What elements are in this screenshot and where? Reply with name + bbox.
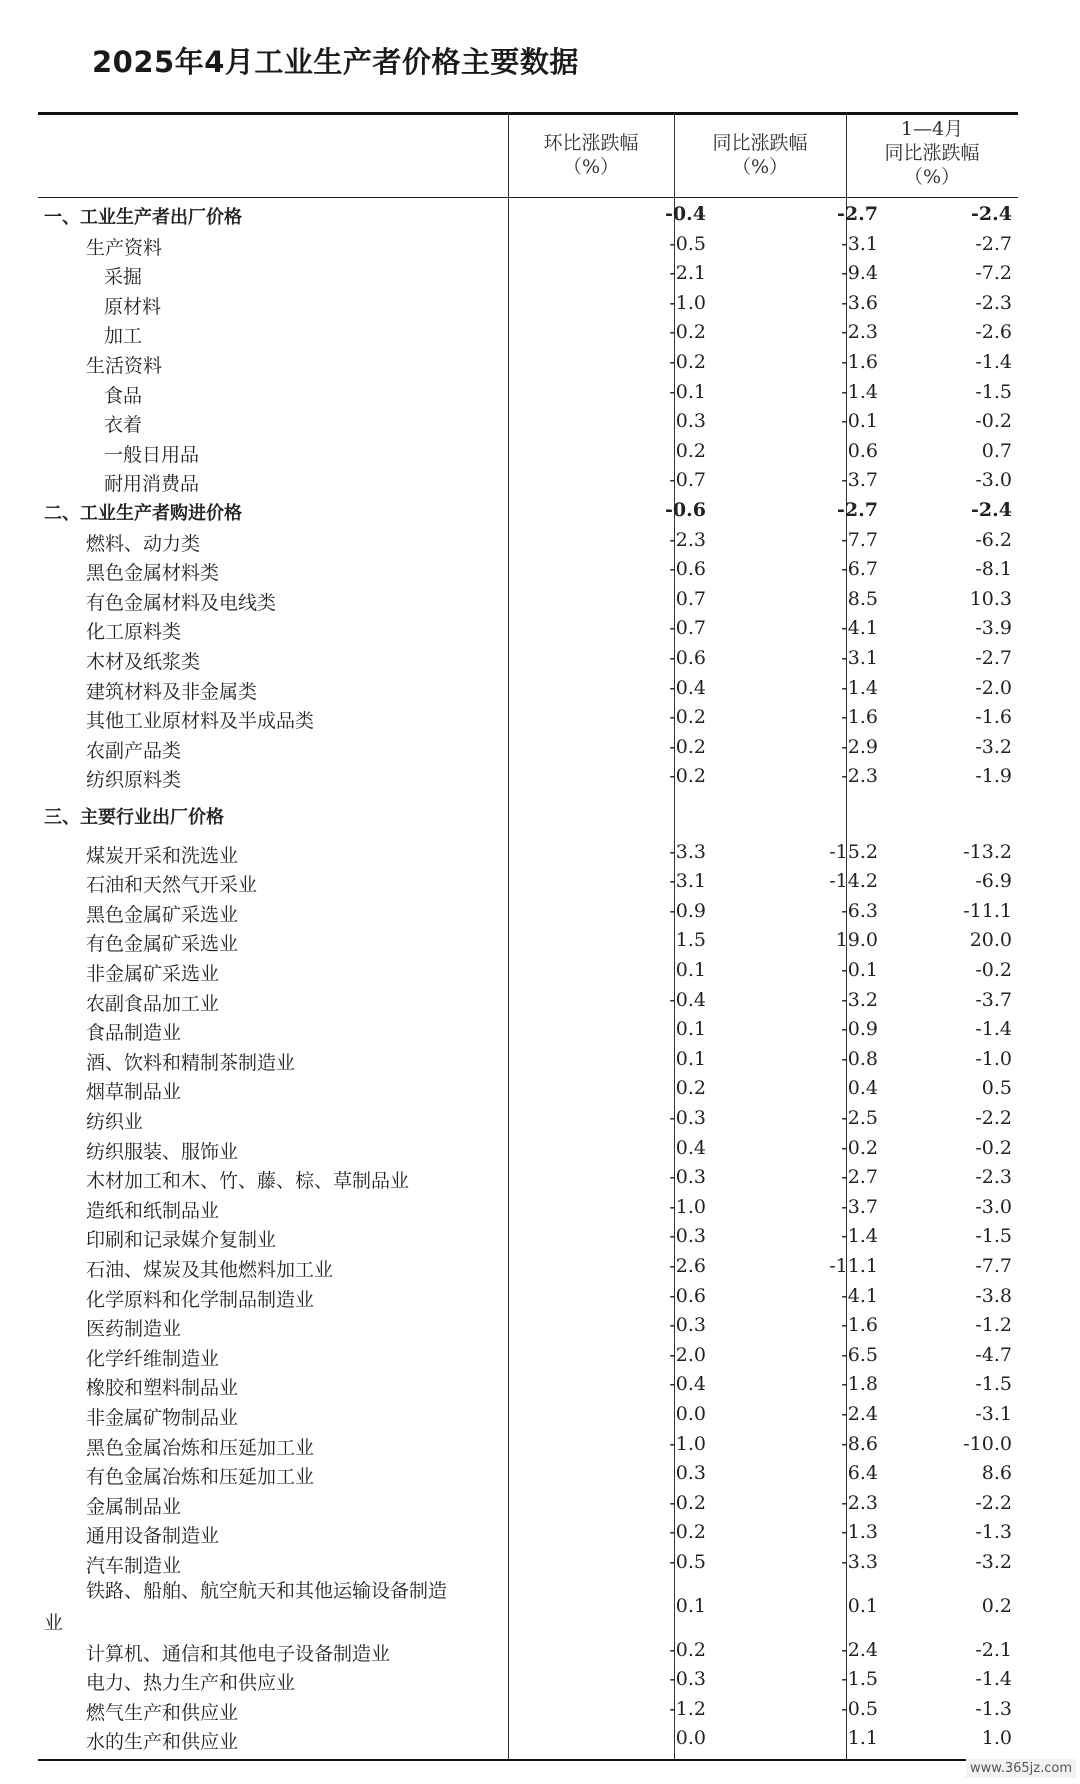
row-label-continued: 业: [44, 1611, 64, 1634]
table-row: [38, 585, 1018, 615]
row-value-mom: -2.3: [669, 528, 706, 551]
row-value-ytd: -1.5: [975, 380, 1012, 403]
row-label: 衣着: [104, 414, 143, 437]
row-value-yoy: -8.6: [841, 1432, 878, 1455]
row-value-yoy: -1.4: [841, 676, 878, 699]
row-value-yoy: -3.1: [841, 232, 878, 255]
row-value-yoy: -9.4: [841, 262, 878, 285]
row-value-yoy: -0.8: [841, 1047, 878, 1070]
row-value-mom: -0.9: [669, 899, 706, 922]
row-label: 有色金属冶炼和压延加工业: [86, 1466, 315, 1489]
header-ytd-line1: 1—4月: [900, 118, 964, 140]
row-label: 生产资料: [86, 236, 163, 259]
row-label: 有色金属材料及电线类: [86, 591, 277, 614]
row-value-yoy: -14.2: [829, 870, 878, 893]
table-row: [38, 1370, 1018, 1400]
row-value-mom: 0.1: [675, 959, 706, 981]
row-label: 原材料: [104, 295, 162, 318]
table-row: [38, 1459, 1018, 1489]
row-value-yoy: -2.4: [841, 1403, 878, 1425]
table-row: [38, 926, 1018, 956]
row-value-mom: -0.7: [669, 617, 706, 640]
row-value-ytd: -3.8: [975, 1284, 1012, 1307]
row-value-mom: -1.0: [669, 1195, 706, 1218]
table-row: [38, 407, 1018, 437]
row-value-ytd: -0.2: [975, 410, 1012, 433]
row-value-ytd: 0.2: [981, 1594, 1012, 1617]
row-value-yoy: -0.9: [841, 1018, 878, 1041]
row-value-mom: -0.6: [669, 647, 706, 669]
row-label: 燃气生产和供应业: [86, 1701, 239, 1724]
row-value-mom: 0.0: [675, 1403, 706, 1425]
table-row: [38, 1430, 1018, 1460]
row-value-mom: -0.2: [669, 351, 706, 373]
page-title: 2025年4月工业生产者价格主要数据: [92, 45, 579, 79]
row-value-mom: -0.4: [669, 676, 706, 699]
row-value-ytd: -2.4: [971, 499, 1012, 521]
table-row: [38, 703, 1018, 733]
row-value-mom: -0.2: [669, 1638, 706, 1661]
row-value-ytd: -6.9: [975, 870, 1012, 893]
table-row: [38, 466, 1018, 496]
table-row: [38, 1015, 1018, 1045]
row-value-ytd: -1.2: [975, 1314, 1012, 1337]
row-value-ytd: -3.2: [975, 735, 1012, 758]
table-row: [38, 1045, 1018, 1075]
table-row: [38, 1636, 1018, 1666]
row-value-mom: -0.2: [669, 1491, 706, 1514]
row-value-ytd: -11.1: [963, 899, 1012, 922]
row-label: 石油和天然气开采业: [86, 874, 258, 897]
row-value-yoy: 19.0: [835, 929, 878, 952]
header-ytd-line3: （%）: [903, 166, 961, 188]
table-row: [38, 1311, 1018, 1341]
row-value-mom: 0.7: [675, 587, 706, 610]
table-row: [38, 259, 1018, 289]
row-label: 通用设备制造业: [86, 1525, 220, 1548]
row-value-yoy: -2.7: [837, 203, 878, 225]
row-label: 化学纤维制造业: [86, 1347, 220, 1370]
row-value-ytd: -1.4: [975, 351, 1012, 373]
row-value-ytd: -2.2: [975, 1107, 1012, 1129]
table-header: [38, 115, 1018, 198]
row-label: 耐用消费品: [104, 473, 200, 496]
row-value-mom: -1.0: [669, 1432, 706, 1455]
table-row: [38, 733, 1018, 763]
row-value-yoy: -1.5: [841, 1668, 878, 1691]
row-value-mom: -1.0: [669, 291, 706, 314]
row-value-mom: -0.2: [669, 321, 706, 344]
table-row: [38, 318, 1018, 348]
row-value-mom: -0.4: [669, 1373, 706, 1396]
row-label: 烟草制品业: [86, 1081, 182, 1104]
table-row: [38, 1518, 1018, 1548]
watermark: www.365jz.com: [966, 1759, 1076, 1778]
row-value-mom: -2.1: [669, 262, 706, 285]
row-value-ytd: 0.5: [981, 1077, 1012, 1100]
row-label: 电力、热力生产和供应业: [86, 1672, 296, 1695]
table-row: [38, 1489, 1018, 1519]
row-label: 计算机、通信和其他电子设备制造业: [86, 1642, 391, 1665]
header-mom: [508, 131, 674, 179]
row-value-ytd: -2.3: [975, 291, 1012, 314]
row-value-ytd: -3.0: [975, 469, 1012, 492]
row-value-ytd: 8.6: [981, 1462, 1012, 1485]
row-label: 黑色金属矿采选业: [86, 903, 239, 926]
row-value-yoy: -1.3: [841, 1521, 878, 1544]
table-row: [38, 1193, 1018, 1223]
row-label: 加工: [104, 325, 143, 348]
table-row: [38, 800, 1018, 830]
row-label: 黑色金属冶炼和压延加工业: [86, 1436, 315, 1459]
row-value-ytd: -1.3: [975, 1697, 1012, 1720]
row-value-ytd: -7.7: [975, 1255, 1012, 1277]
row-value-yoy: -3.3: [841, 1551, 878, 1573]
row-value-mom: -0.2: [669, 735, 706, 758]
row-value-mom: 0.1: [675, 1047, 706, 1070]
row-value-ytd: -1.4: [975, 1018, 1012, 1041]
row-value-mom: 0.3: [675, 1462, 706, 1485]
row-value-mom: 0.3: [675, 410, 706, 433]
table-row: [38, 1695, 1018, 1725]
row-value-ytd: -4.7: [975, 1343, 1012, 1366]
table-row: [38, 230, 1018, 260]
row-value-mom: -0.2: [669, 706, 706, 729]
row-value-ytd: -2.7: [975, 232, 1012, 255]
row-value-ytd: -1.5: [975, 1225, 1012, 1248]
row-value-mom: 1.5: [675, 929, 706, 952]
row-value-ytd: -7.2: [975, 262, 1012, 285]
row-value-mom: -3.1: [669, 870, 706, 893]
row-value-yoy: -2.9: [841, 735, 878, 758]
table-row: [38, 1282, 1018, 1312]
row-label: 非金属矿采选业: [86, 963, 220, 985]
row-label: 铁路、船舶、航空航天和其他运输设备制造: [86, 1579, 448, 1602]
row-label: 非金属矿物制品业: [86, 1407, 239, 1429]
header-mom-line2: （%）: [562, 156, 620, 178]
row-value-yoy: -3.7: [841, 469, 878, 492]
row-value-ytd: -1.4: [975, 1668, 1012, 1691]
table-row: [38, 437, 1018, 467]
row-value-yoy: -6.5: [841, 1343, 878, 1366]
row-value-yoy: -0.2: [841, 1136, 878, 1159]
row-value-yoy: -2.7: [841, 1166, 878, 1189]
row-value-yoy: -1.6: [841, 1314, 878, 1337]
row-label: 造纸和纸制品业: [86, 1199, 220, 1222]
row-value-yoy: -3.2: [841, 988, 878, 1011]
table-row: [38, 1724, 1018, 1754]
row-value-yoy: -1.4: [841, 1225, 878, 1248]
row-value-ytd: -1.5: [975, 1373, 1012, 1396]
row-label: 医药制造业: [86, 1318, 182, 1341]
row-value-yoy: -2.3: [841, 321, 878, 344]
table-row: [38, 1665, 1018, 1695]
table-row: [38, 1252, 1018, 1282]
row-value-mom: 0.1: [675, 1594, 706, 1617]
header-yoy-line1: 同比涨跌幅: [712, 132, 808, 154]
table-row: [38, 200, 1018, 230]
row-label: 采掘: [104, 266, 143, 289]
row-label: 建筑材料及非金属类: [86, 680, 258, 703]
row-value-yoy: -0.1: [841, 959, 878, 981]
row-value-ytd: -6.2: [975, 528, 1012, 551]
row-value-yoy: 0.6: [847, 439, 878, 462]
row-value-yoy: -1.6: [841, 351, 878, 373]
row-value-ytd: 1.0: [981, 1727, 1012, 1750]
row-value-mom: 0.0: [675, 1727, 706, 1750]
row-value-mom: -0.2: [669, 1521, 706, 1544]
row-value-yoy: -2.3: [841, 1491, 878, 1514]
row-value-yoy: -0.1: [841, 410, 878, 433]
row-value-yoy: -3.1: [841, 647, 878, 669]
row-label: 二、工业生产者购进价格: [44, 503, 242, 524]
table-row: [38, 762, 1018, 792]
row-value-yoy: -3.6: [841, 291, 878, 314]
row-value-mom: -0.5: [669, 1551, 706, 1573]
row-value-ytd: -2.4: [971, 203, 1012, 225]
row-value-yoy: -1.4: [841, 380, 878, 403]
row-label: 农副产品类: [86, 739, 182, 762]
table-bottom-rule: [38, 1759, 1018, 1761]
table-row: [38, 1341, 1018, 1371]
row-value-ytd: -3.7: [975, 988, 1012, 1011]
table-row: [38, 1222, 1018, 1252]
row-value-mom: -0.7: [669, 469, 706, 492]
table-row: [38, 1578, 1018, 1634]
row-value-ytd: 0.7: [981, 439, 1012, 462]
row-value-yoy: -4.1: [841, 1284, 878, 1307]
table-row: [38, 378, 1018, 408]
row-value-yoy: 0.1: [847, 1594, 878, 1617]
header-ytd-line2: 同比涨跌幅: [884, 142, 980, 164]
row-label: 纺织服装、服饰业: [86, 1140, 239, 1163]
row-value-mom: -2.0: [669, 1343, 706, 1366]
row-value-ytd: 10.3: [969, 587, 1012, 610]
row-value-mom: -0.3: [669, 1314, 706, 1337]
row-value-ytd: -1.6: [975, 706, 1012, 729]
row-value-mom: -0.3: [669, 1166, 706, 1189]
header-yoy: [674, 131, 846, 179]
table-row: [38, 867, 1018, 897]
row-value-ytd: -2.7: [975, 647, 1012, 669]
header-ytd: [846, 117, 1018, 189]
row-value-ytd: -0.2: [975, 959, 1012, 981]
row-value-mom: -0.5: [669, 232, 706, 255]
row-value-ytd: -2.6: [975, 321, 1012, 344]
row-value-ytd: -2.3: [975, 1166, 1012, 1189]
row-label: 一般日用品: [104, 443, 200, 466]
row-value-mom: -0.6: [669, 1284, 706, 1307]
row-label: 农副食品加工业: [86, 992, 220, 1015]
table-row: [38, 1163, 1018, 1193]
row-value-yoy: 6.4: [847, 1462, 878, 1485]
table-row: [38, 555, 1018, 585]
row-value-yoy: 0.4: [847, 1077, 878, 1100]
row-value-mom: -3.3: [669, 840, 706, 863]
table-row: [38, 838, 1018, 868]
row-value-yoy: -2.7: [837, 499, 878, 521]
table-row: [38, 1400, 1018, 1430]
row-label: 木材及纸浆类: [86, 651, 201, 673]
row-value-yoy: 1.1: [847, 1727, 878, 1750]
row-label: 三、主要行业出厂价格: [44, 807, 224, 828]
row-value-mom: -0.6: [665, 499, 706, 521]
row-label: 纺织原料类: [86, 769, 182, 792]
row-value-ytd: -13.2: [963, 840, 1012, 863]
row-value-mom: 0.2: [675, 439, 706, 462]
row-value-ytd: 20.0: [969, 929, 1012, 952]
row-value-mom: -0.4: [669, 988, 706, 1011]
row-value-ytd: -2.0: [975, 676, 1012, 699]
row-value-yoy: -2.5: [841, 1107, 878, 1129]
row-value-ytd: -0.2: [975, 1136, 1012, 1159]
row-label: 纺织业: [86, 1111, 144, 1133]
row-value-mom: -0.6: [669, 558, 706, 581]
row-value-mom: -0.4: [665, 203, 706, 225]
row-value-ytd: -1.9: [975, 765, 1012, 788]
row-value-mom: -0.1: [669, 380, 706, 403]
row-value-yoy: -2.3: [841, 765, 878, 788]
row-value-yoy: -7.7: [841, 528, 878, 551]
row-label: 汽车制造业: [86, 1555, 182, 1577]
row-label: 食品制造业: [86, 1022, 182, 1045]
row-value-yoy: -6.7: [841, 558, 878, 581]
row-value-ytd: -1.0: [975, 1047, 1012, 1070]
row-value-ytd: -1.3: [975, 1521, 1012, 1544]
row-label: 化工原料类: [86, 621, 182, 644]
row-label: 化学原料和化学制品制造业: [86, 1288, 315, 1311]
row-label: 一、工业生产者出厂价格: [44, 207, 242, 228]
row-label: 有色金属矿采选业: [86, 933, 239, 956]
row-value-mom: -1.2: [669, 1697, 706, 1720]
table-row: [38, 614, 1018, 644]
row-label: 煤炭开采和洗选业: [86, 844, 239, 867]
row-value-mom: -0.3: [669, 1107, 706, 1129]
row-value-ytd: -8.1: [975, 558, 1012, 581]
table-row: [38, 674, 1018, 704]
row-value-yoy: -11.1: [829, 1255, 878, 1277]
row-value-yoy: 8.5: [847, 587, 878, 610]
table-row: [38, 289, 1018, 319]
row-value-yoy: -4.1: [841, 617, 878, 640]
row-value-ytd: -10.0: [963, 1432, 1012, 1455]
row-label: 金属制品业: [86, 1495, 182, 1518]
row-value-ytd: -3.0: [975, 1195, 1012, 1218]
row-label: 酒、饮料和精制茶制造业: [86, 1051, 296, 1074]
table-row: [38, 526, 1018, 556]
row-value-yoy: -6.3: [841, 899, 878, 922]
table-row: [38, 1134, 1018, 1164]
row-value-ytd: -2.1: [975, 1638, 1012, 1661]
row-value-mom: 0.1: [675, 1018, 706, 1041]
row-value-yoy: -3.7: [841, 1195, 878, 1218]
row-label: 黑色金属材料类: [86, 562, 220, 585]
table-row: [38, 897, 1018, 927]
row-value-ytd: -3.1: [975, 1403, 1012, 1425]
table-row: [38, 1104, 1018, 1134]
row-value-mom: -0.2: [669, 765, 706, 788]
table-row: [38, 986, 1018, 1016]
row-value-mom: -0.3: [669, 1668, 706, 1691]
row-label: 其他工业原材料及半成品类: [86, 710, 315, 733]
row-value-mom: 0.4: [675, 1136, 706, 1159]
row-value-ytd: -2.2: [975, 1491, 1012, 1514]
table-row: [38, 496, 1018, 526]
table-row: [38, 644, 1018, 674]
row-label: 水的生产和供应业: [86, 1731, 239, 1754]
row-label: 石油、煤炭及其他燃料加工业: [86, 1259, 334, 1281]
row-value-mom: -2.6: [669, 1255, 706, 1277]
row-label: 木材加工和木、竹、藤、棕、草制品业: [86, 1170, 410, 1193]
row-value-yoy: -2.4: [841, 1638, 878, 1661]
table-row: [38, 956, 1018, 986]
row-value-yoy: -0.5: [841, 1697, 878, 1720]
row-label: 生活资料: [86, 355, 163, 377]
table-row: [38, 348, 1018, 378]
row-value-ytd: -3.9: [975, 617, 1012, 640]
header-mom-line1: 环比涨跌幅: [543, 132, 639, 154]
row-value-yoy: -1.6: [841, 706, 878, 729]
row-value-yoy: -15.2: [829, 840, 878, 863]
row-value-mom: 0.2: [675, 1077, 706, 1100]
row-label: 橡胶和塑料制品业: [86, 1377, 239, 1400]
row-value-mom: -0.3: [669, 1225, 706, 1248]
row-label: 食品: [104, 384, 143, 407]
row-label: 燃料、动力类: [86, 532, 201, 555]
header-yoy-line2: （%）: [731, 156, 789, 178]
table-row: [38, 1074, 1018, 1104]
row-value-ytd: -3.2: [975, 1551, 1012, 1573]
row-label: 印刷和记录媒介复制业: [86, 1229, 277, 1252]
row-value-yoy: -1.8: [841, 1373, 878, 1396]
